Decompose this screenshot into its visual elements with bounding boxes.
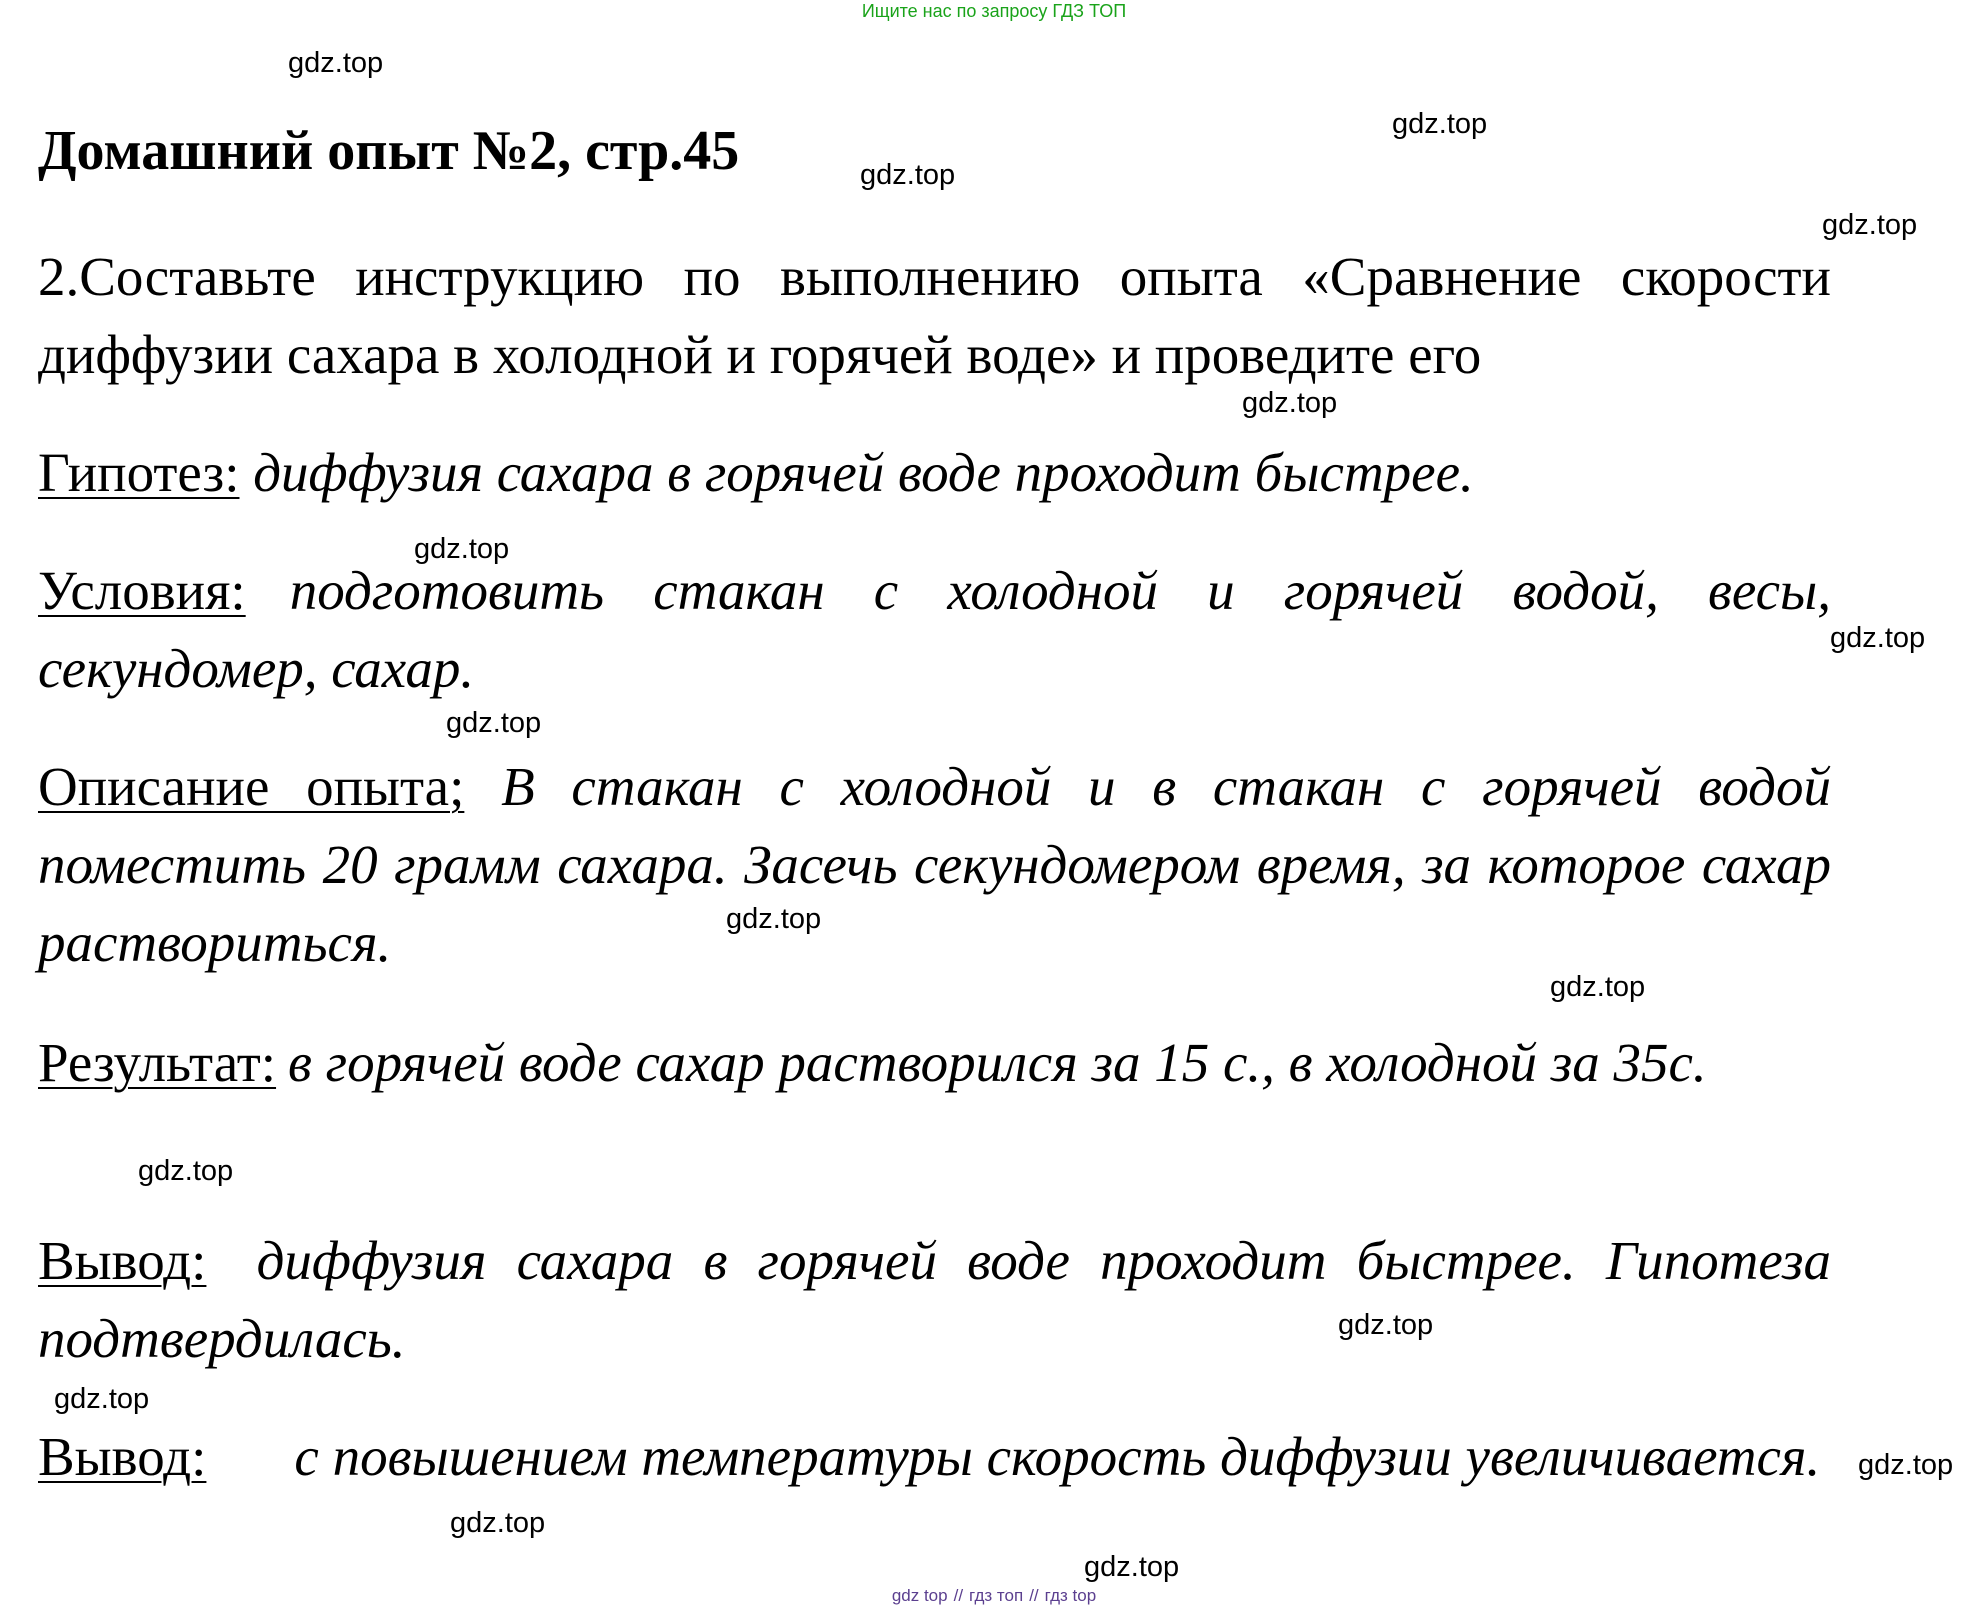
watermark: gdz.top bbox=[450, 1507, 546, 1539]
description-text: В стакан с холодной и в стакан с горячей водой поместить 20 грамм сахара. Засечь секундомером время, за которое сахар раствориться. bbox=[38, 756, 1832, 973]
watermark: gdz.top bbox=[414, 533, 510, 565]
top-banner: Ищите нас по запросу ГДЗ ТОП bbox=[861, 1, 1127, 21]
watermark: gdz.top bbox=[1550, 971, 1646, 1003]
conclusion-text-1: диффузия сахара в горячей воде проходит быстрее. Гипотеза подтвердилась. bbox=[38, 1230, 1831, 1369]
watermark: gdz.top bbox=[446, 707, 542, 739]
watermark: gdz.top bbox=[1084, 1551, 1180, 1583]
watermark: gdz.top bbox=[54, 1383, 150, 1415]
watermark: gdz.top bbox=[1858, 1449, 1954, 1481]
bottom-banner bbox=[0, 1586, 1988, 1606]
watermark: gdz.top bbox=[1338, 1309, 1434, 1341]
result-section bbox=[38, 1024, 1831, 1102]
watermark: gdz.top bbox=[860, 159, 956, 191]
watermark: gdz.top bbox=[1830, 622, 1926, 654]
conditions-section bbox=[38, 552, 1831, 708]
hypothesis-text: диффузия сахара в горячей воде проходит быстрее. bbox=[253, 442, 1474, 503]
bottom-banner-item: гдз топ bbox=[969, 1586, 1024, 1605]
conditions-text: подготовить стакан с холодной и горячей водой, весы, секундомер, сахар. bbox=[38, 560, 1831, 699]
watermark: gdz.top bbox=[1822, 209, 1918, 241]
bottom-banner-separator: // bbox=[953, 1586, 964, 1605]
bottom-banner-item: gdz top bbox=[891, 1586, 948, 1605]
page-title: Домашний опыт №2, стр.45 bbox=[38, 120, 740, 182]
bottom-banner-item: гдз top bbox=[1044, 1586, 1097, 1605]
conclusion-text-2: с повышением температуры скорость диффузии увеличивается. bbox=[294, 1426, 1821, 1487]
result-text: в горячей воде сахар растворился за 15 с., в холодной за 35с. bbox=[288, 1032, 1707, 1093]
task-statement: 2.Составьте инструкцию по выполнению опыта «Сравнение скорости диффузии сахара в холодной и горячей воде» и проведите его bbox=[38, 246, 1831, 385]
watermark: gdz.top bbox=[726, 903, 822, 935]
bottom-banner-separator: // bbox=[1029, 1586, 1039, 1605]
description-label: Описание опыта; bbox=[38, 756, 465, 817]
conclusion-section-2 bbox=[38, 1418, 1831, 1496]
description-section bbox=[38, 748, 1831, 982]
watermark: gdz.top bbox=[1392, 108, 1488, 140]
watermark: gdz.top bbox=[138, 1155, 234, 1187]
conditions-label: Условия: bbox=[38, 560, 246, 621]
hypothesis-section bbox=[38, 434, 1831, 512]
conclusion-label-2: Вывод: bbox=[38, 1426, 207, 1487]
conclusion-section-1 bbox=[38, 1222, 1831, 1378]
watermark: gdz.top bbox=[288, 47, 384, 79]
conclusion-label-1: Вывод: bbox=[38, 1230, 207, 1291]
result-label: Результат: bbox=[38, 1032, 277, 1093]
hypothesis-label: Гипотез: bbox=[38, 442, 240, 503]
watermark: gdz.top bbox=[1242, 387, 1338, 419]
